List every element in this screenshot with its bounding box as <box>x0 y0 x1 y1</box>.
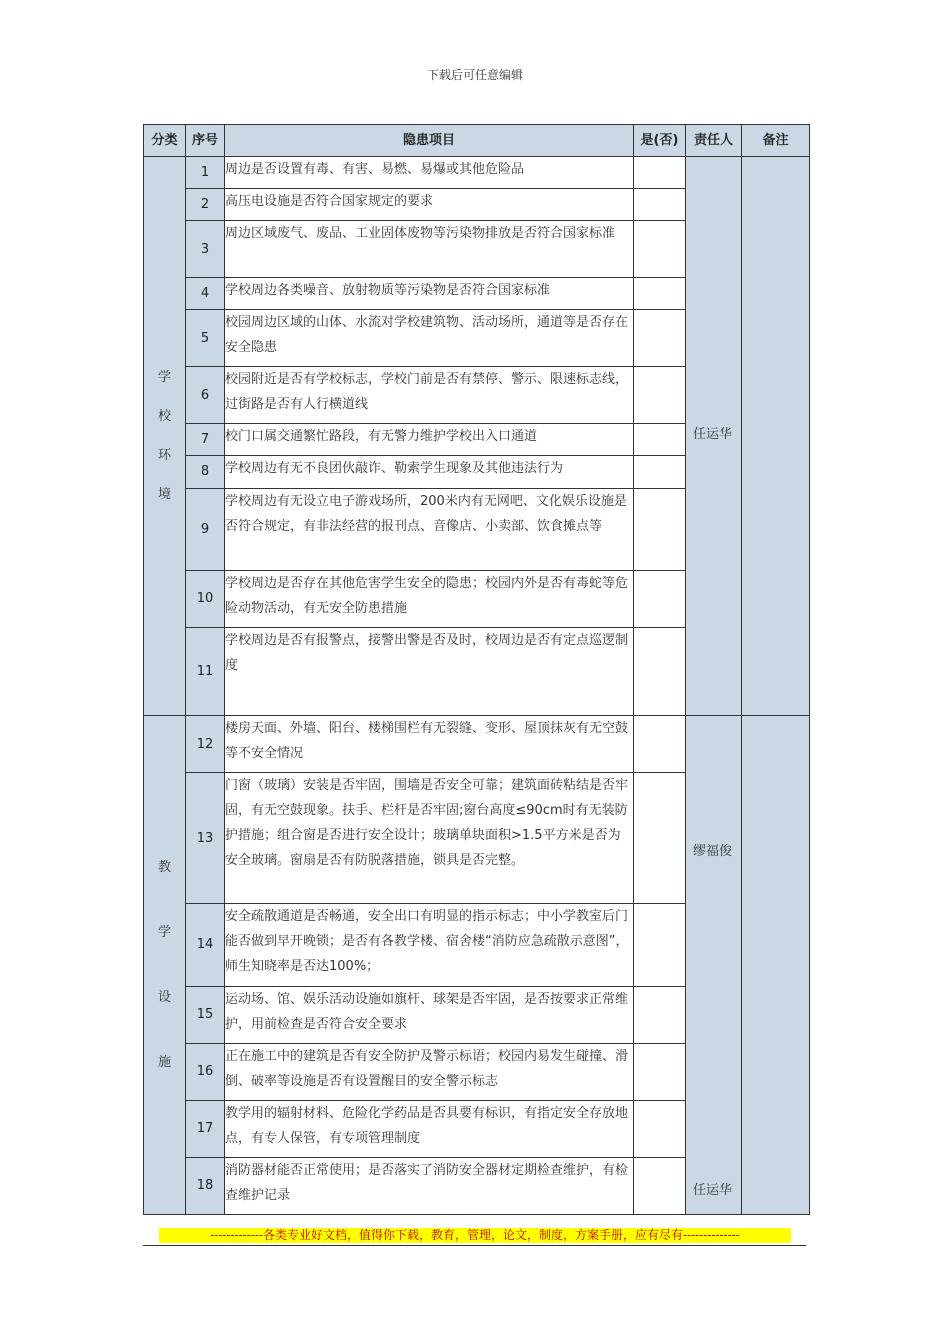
hazard-item-text: 学校周边有无不良团伙敲诈、勒索学生现象及其他违法行为 <box>225 456 634 488</box>
hazard-item-text: 楼房天面、外墙、阳台、楼梯围栏有无裂缝、变形、屋顶抹灰有无空鼓等不安全情况 <box>225 716 634 773</box>
yes-no-input-cell[interactable] <box>634 1100 686 1157</box>
item-number: 17 <box>186 1100 225 1157</box>
yes-no-input-cell[interactable] <box>634 986 686 1043</box>
item-number: 16 <box>186 1043 225 1100</box>
item-number: 3 <box>186 221 225 278</box>
hazard-item-text: 学校周边是否有报警点，接警出警是否及时，校周边是否有定点巡逻制度 <box>225 627 634 715</box>
yes-no-input-cell[interactable] <box>634 310 686 367</box>
item-number: 14 <box>186 904 225 986</box>
hazard-item-text: 周边是否设置有毒、有害、易燃、易爆或其他危险品 <box>225 157 634 189</box>
category-cell <box>144 157 186 716</box>
remarks-cell[interactable] <box>742 716 810 1215</box>
yes-no-input-cell[interactable] <box>634 456 686 488</box>
yes-no-input-cell[interactable] <box>634 367 686 424</box>
yes-no-input-cell[interactable] <box>634 773 686 904</box>
hazard-item-text: 安全疏散通道是否畅通，安全出口有明显的指示标志；中小学教室后门能否做到早开晚锁；是否有各教学楼、宿舍楼“消防应急疏散示意图”，师生知晓率是否达100%； <box>225 904 634 986</box>
responsible-name: 缪福俊 <box>693 844 733 859</box>
category-label <box>144 855 185 1075</box>
category-char: 校 <box>157 409 171 424</box>
header-category: 分类 <box>144 125 186 157</box>
category-char: 教 <box>157 860 171 875</box>
yes-no-input-cell[interactable] <box>634 904 686 986</box>
hazard-item-text: 校园附近是否有学校标志，学校门前是否有禁停、警示、限速标志线，过街路是否有人行横道线 <box>225 367 634 424</box>
category-char: 学 <box>157 370 171 385</box>
remarks-cell[interactable] <box>742 157 810 716</box>
category-char: 设 <box>157 990 171 1005</box>
hazard-item-text: 周边区域废气、废品、工业固体废物等污染物排放是否符合国家标准 <box>225 221 634 278</box>
item-number: 18 <box>186 1157 225 1214</box>
yes-no-input-cell[interactable] <box>634 570 686 627</box>
item-number: 8 <box>186 456 225 488</box>
yes-no-input-cell[interactable] <box>634 627 686 715</box>
hazard-checklist-table <box>143 124 810 1215</box>
hazard-item-text: 学校周边是否存在其他危害学生安全的隐患；校园内外是否有毒蛇等危险动物活动，有无安全防患措施 <box>225 570 634 627</box>
item-number: 4 <box>186 278 225 310</box>
responsible-name-secondary: 任运华 <box>693 1183 733 1198</box>
category-char: 学 <box>157 925 171 940</box>
yes-no-input-cell[interactable] <box>634 1157 686 1214</box>
category-char: 境 <box>157 487 171 502</box>
yes-no-input-cell[interactable] <box>634 424 686 456</box>
hazard-item-text: 校园周边区域的山体、水流对学校建筑物、活动场所，通道等是否存在安全隐患 <box>225 310 634 367</box>
header-number: 序号 <box>186 125 225 157</box>
yes-no-input-cell[interactable] <box>634 488 686 570</box>
item-number: 10 <box>186 570 225 627</box>
yes-no-input-cell[interactable] <box>634 716 686 773</box>
item-number: 1 <box>186 157 225 189</box>
hazard-item-text: 教学用的辐射材料、危险化学药品是否具要有标识，有指定安全存放地点，有专人保管，有专项管理制度 <box>225 1100 634 1157</box>
item-number: 12 <box>186 716 225 773</box>
responsible-wrap <box>686 716 741 1214</box>
header-responsible: 责任人 <box>686 125 742 157</box>
item-number: 6 <box>186 367 225 424</box>
table-row <box>144 716 810 773</box>
hazard-item-text: 门窗（玻璃）安装是否牢固，围墙是否安全可靠；建筑面砖粘结是否牢固，有无空鼓现象。扶手、栏杆是否牢固;窗台高度≤90cm时有无装防护措施；组合窗是否进行安全设计；玻璃单块面积>1.5平方米是否为安全玻璃。窗扇是否有防脱落措施，锁具是否完整。 <box>225 773 634 904</box>
item-number: 15 <box>186 986 225 1043</box>
hazard-item-text: 校门口属交通繁忙路段，有无警力维护学校出入口通道 <box>225 424 634 456</box>
hazard-item-text: 学校周边有无设立电子游戏场所，200米内有无网吧、文化娱乐设施是否符合规定，有非法经营的报刊点、音像店、小卖部、饮食摊点等 <box>225 488 634 570</box>
hazard-item-text: 正在施工中的建筑是否有安全防护及警示标语；校园内易发生碰撞、滑倒、破率等设施是否有设置醒目的安全警示标志 <box>225 1043 634 1100</box>
header-note: 下载后可任意编辑 <box>426 68 523 82</box>
item-number: 9 <box>186 488 225 570</box>
hazard-item-text: 运动场、馆、娱乐活动设施如旗杆、球架是否牢固，是否按要求正常维护，用前检查是否符合安全要求 <box>225 986 634 1043</box>
table-header-row <box>144 125 810 157</box>
category-char: 施 <box>157 1055 171 1070</box>
yes-no-input-cell[interactable] <box>634 157 686 189</box>
footer-rule <box>143 1245 806 1246</box>
hazard-item-text: 消防器材能否正常使用；是否落实了消防安全器材定期检查维护，有检查维护记录 <box>225 1157 634 1214</box>
yes-no-input-cell[interactable] <box>634 1043 686 1100</box>
header-hazard-item: 隐患项目 <box>225 125 634 157</box>
item-number: 5 <box>186 310 225 367</box>
responsible-name: 任运华 <box>693 427 733 442</box>
table-row <box>144 157 810 189</box>
responsible-wrap <box>686 157 741 715</box>
footer-banner: -------------各类专业好文档，值得你下载，教育，管理，论文，制度，方案手册，应有尽有-------------- <box>159 1228 791 1243</box>
category-cell <box>144 716 186 1215</box>
responsible-cell <box>686 716 742 1215</box>
item-number: 13 <box>186 773 225 904</box>
responsible-cell <box>686 157 742 716</box>
category-char: 环 <box>157 448 171 463</box>
item-number: 7 <box>186 424 225 456</box>
yes-no-input-cell[interactable] <box>634 278 686 310</box>
yes-no-input-cell[interactable] <box>634 221 686 278</box>
yes-no-input-cell[interactable] <box>634 189 686 221</box>
category-label <box>144 365 185 507</box>
header-yes-no: 是(否) <box>634 125 686 157</box>
item-number: 2 <box>186 189 225 221</box>
hazard-item-text: 高压电设施是否符合国家规定的要求 <box>225 189 634 221</box>
hazard-item-text: 学校周边各类噪音、放射物质等污染物是否符合国家标准 <box>225 278 634 310</box>
header-remarks: 备注 <box>742 125 810 157</box>
item-number: 11 <box>186 627 225 715</box>
